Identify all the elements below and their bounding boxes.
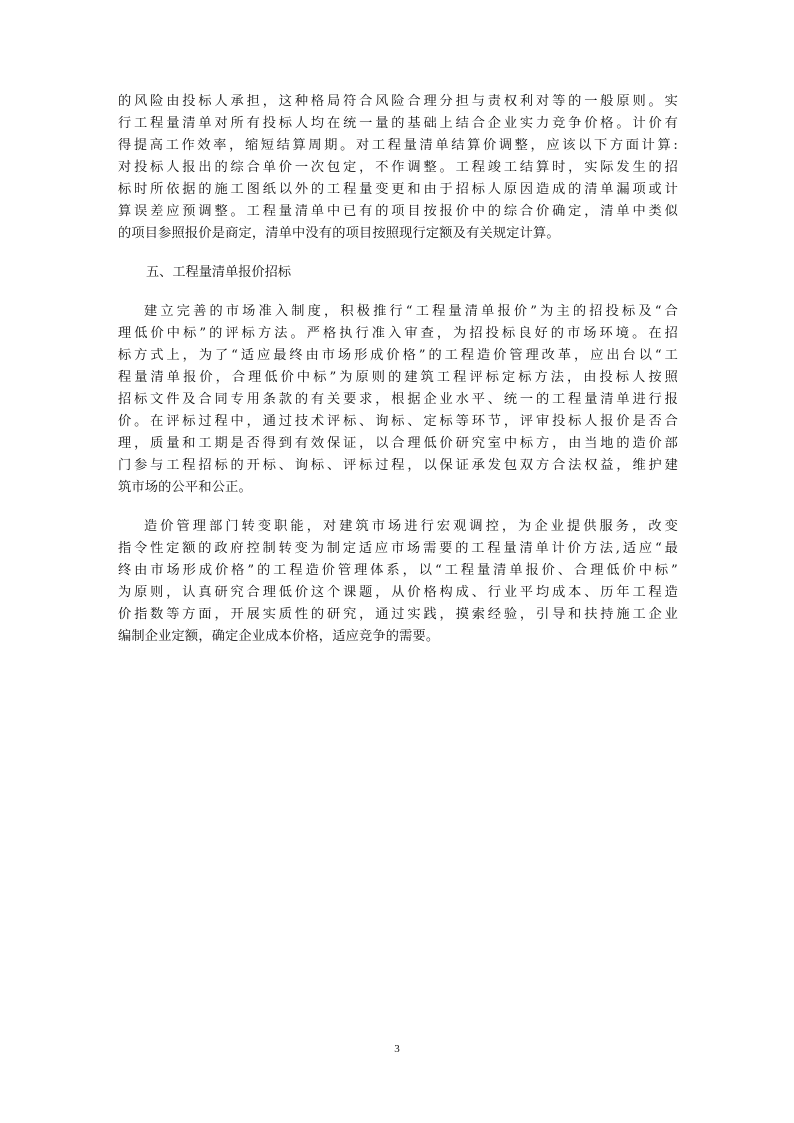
paragraph-line: 门参与工程招标的开标、询标、评标过程，以保证承发包双方合法权益，维护建 [118,458,678,473]
paragraph-line: 算误差应预调整。工程量清单中已有的项目按报价中的综合价确定，清单中类似 [118,204,678,219]
paragraph-line: 建立完善的市场准入制度，积极推行“工程量清单报价”为主的招投标及“合 [144,304,678,319]
document-body [118,91,678,665]
paragraph-line: 为原则，认真研究合理低价这个课题，从价格构成、行业平均成本、历年工程造 [118,585,678,600]
paragraph-line: 行工程量清单对所有投标人均在统一量的基础上结合企业实力竞争价格。计价有 [118,116,678,131]
page-number: 3 [394,1043,400,1055]
paragraph-2 [118,301,678,499]
paragraph-line: 的项目参照报价是商定，清单中没有的项目按照现行定额及有关规定计算。 [118,226,560,241]
paragraph-line: 的风险由投标人承担，这种格局符合风险合理分担与责权利对等的一般原则。实 [118,94,678,109]
paragraph-line: 标方式上，为了“适应最终由市场形成价格”的工程造价管理改革，应出台以“工 [118,348,678,363]
paragraph-line: 理低价中标”的评标方法。严格执行准入审查，为招投标良好的市场环境。在招 [118,326,678,341]
paragraph-line: 价。在评标过程中，通过技术评标、询标、定标等环节，评审投标人报价是否合 [118,414,678,429]
paragraph-line: 价指数等方面，开展实质性的研究，通过实践，摸索经验，引导和扶持施工企业 [118,607,678,622]
paragraph-line: 编制企业定额，确定企业成本价格，适应竞争的需要。 [118,629,440,644]
paragraph-1 [118,91,678,245]
paragraph-line: 程量清单报价，合理低价中标”为原则的建筑工程评标定标方法，由投标人按照 [118,370,678,385]
section-heading: 五、工程量清单报价招标 [146,265,292,280]
paragraph-line: 招标文件及合同专用条款的有关要求，根据企业水平、统一的工程量清单进行报 [118,392,678,407]
paragraph-line: 理，质量和工期是否得到有效保证，以合理低价研究室中标方，由当地的造价部 [118,436,678,451]
paragraph-line: 标时所依据的施工图纸以外的工程量变更和由于招标人原因造成的清单漏项或计 [118,182,678,197]
paragraph-line: 造价管理部门转变职能，对建筑市场进行宏观调控，为企业提供服务，改变 [144,519,678,534]
paragraph-line: 得提高工作效率，缩短结算周期。对工程量清单结算价调整，应该以下方面计算: [118,138,678,153]
paragraph-line: 筑市场的公平和公正。 [118,480,252,495]
paragraph-line: 指令性定额的政府控制转变为制定适应市场需要的工程量清单计价方法,适应“最 [118,541,678,556]
paragraph-3 [118,516,678,648]
paragraph-line: 终由市场形成价格”的工程造价管理体系，以“工程量清单报价、合理低价中标” [118,563,678,578]
paragraph-line: 对投标人报出的综合单价一次包定，不作调整。工程竣工结算时，实际发生的招 [118,160,678,175]
